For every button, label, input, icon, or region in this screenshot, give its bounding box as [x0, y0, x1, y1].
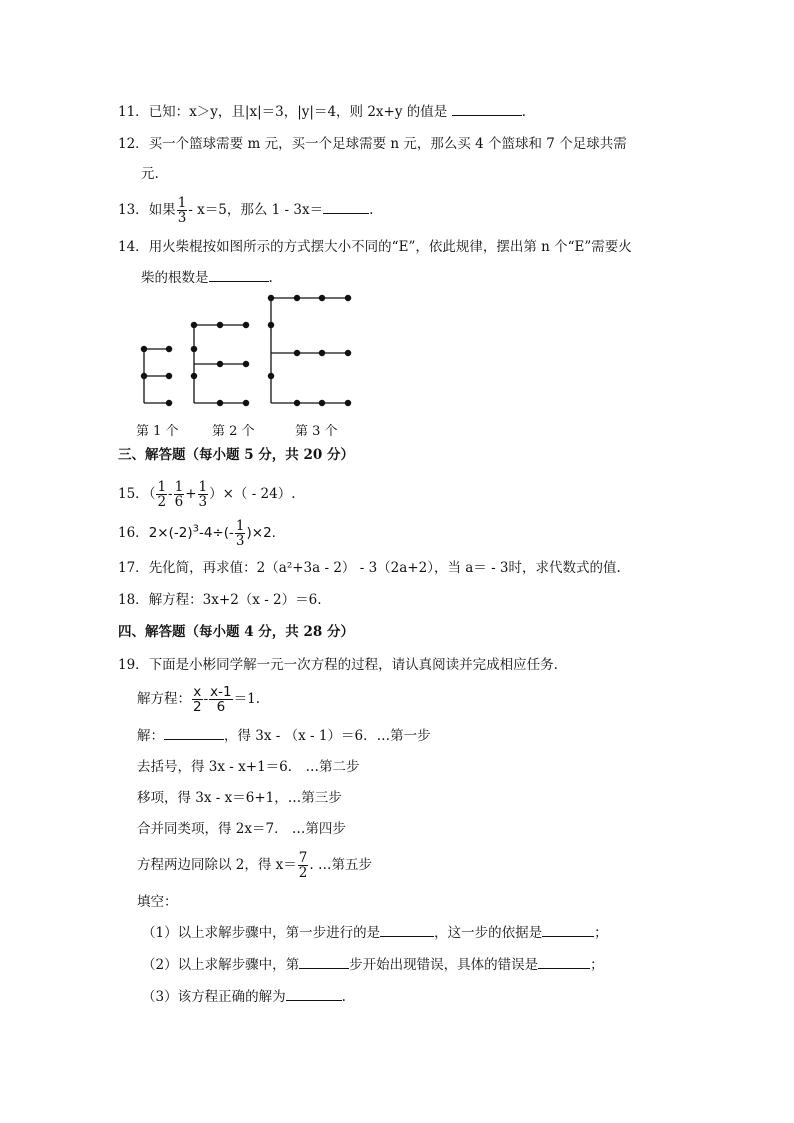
q19-subquestion-2: （2）以上求解步骤中，第 步开始出现错误，具体的错误是 ；	[142, 957, 604, 973]
q11-number: 11．	[118, 104, 149, 120]
e-figure-3	[268, 295, 350, 405]
q19-sub1-blank-a[interactable]	[380, 935, 434, 937]
e-figure-1	[141, 346, 171, 405]
question-19: 19．下面是小彬同学解一元一次方程的过程，请认真阅读并完成相应任务.	[118, 657, 558, 673]
q17-number: 17．	[118, 560, 149, 576]
q19-step-1: 解： ，得 3x - （x - 1）＝6．…第一步	[137, 728, 431, 744]
question-14-line2: 柴的根数是 .	[141, 270, 273, 286]
q19-fill-label: 填空：	[137, 894, 178, 910]
q19-equation: 解方程： $\frac{x}{2}$ - $\frac{x-1}{6}$ ＝1.	[137, 684, 260, 716]
question-12: 12．买一个篮球需要 m 元，买一个足球需要 n 元，那么买 4 个篮球和 7 个足球共需	[118, 136, 627, 152]
question-16: 16．$2\times(-2)^3-4\div(-$ $\frac{1}{3}$ )×2.	[118, 518, 276, 550]
figure-caption-2: 第 2 个	[212, 424, 255, 439]
q19-sub3-blank[interactable]	[286, 999, 342, 1001]
question-17: 17．先化简，再求值：2（a²+3a - 2） - 3（2a+2），当 a＝ - 3时，求代数式的值.	[118, 560, 621, 576]
figure-caption-1: 第 1 个	[136, 424, 179, 439]
q19-step-2: 去括号，得 3x - x+1＝6． …第二步	[137, 759, 360, 775]
q13-fraction: $\frac{1}{3}$	[177, 195, 187, 227]
q19-sub2-blank-a[interactable]	[299, 967, 349, 969]
q14-number: 14．	[118, 239, 149, 255]
q19-sub1-blank-b[interactable]	[542, 935, 594, 937]
question-15: 15．（ $\frac{1}{2}$ - $\frac{1}{6}$ + $\frac{1}{3}$ ）×（ - 24）.	[118, 479, 296, 511]
q18-number: 18．	[118, 592, 149, 608]
q19-subquestion-1: （1）以上求解步骤中，第一步进行的是 ，这一步的依据是 ；	[142, 925, 608, 941]
section-4-heading: 四、解答题（每小题 4 分，共 28 分）	[118, 624, 354, 640]
figure-caption-3: 第 3 个	[295, 424, 338, 439]
q16-number: 16．	[118, 525, 149, 542]
question-11: 11．已知：x＞y，且|x|＝3，|y|＝4，则 2x+y 的值是 .	[118, 104, 526, 120]
q19-number: 19．	[118, 657, 149, 673]
question-13: 13．如果 $\frac{1}{3}$ - x＝5，那么 1 - 3x＝ .	[118, 195, 374, 227]
e-figure-2	[191, 322, 248, 405]
q15-number: 15．	[118, 486, 149, 503]
q19-step-5: 方程两边同除以 2，得 x＝ $\frac{7}{2}$ . …第五步	[137, 850, 372, 882]
q19-step-4: 合并同类项，得 2x＝7． …第四步	[137, 821, 346, 837]
q19-step1-blank[interactable]	[164, 738, 224, 740]
section-3-heading: 三、解答题（每小题 5 分，共 20 分）	[118, 447, 354, 463]
question-12-line2: 元.	[141, 166, 159, 182]
q13-number: 13．	[118, 202, 149, 219]
q19-subquestion-3: （3）该方程正确的解为 .	[142, 989, 346, 1005]
question-14: 14．用火柴棍按如图所示的方式摆大小不同的“E”，依此规律，摆出第 n 个“E”需要火	[118, 239, 632, 255]
question-18: 18．解方程：3x+2（x - 2）＝6.	[118, 592, 322, 608]
q12-number: 12．	[118, 136, 149, 152]
q19-sub2-blank-b[interactable]	[538, 967, 590, 969]
q19-step-3: 移项，得 3x - x＝6+1，…第三步	[137, 790, 342, 806]
